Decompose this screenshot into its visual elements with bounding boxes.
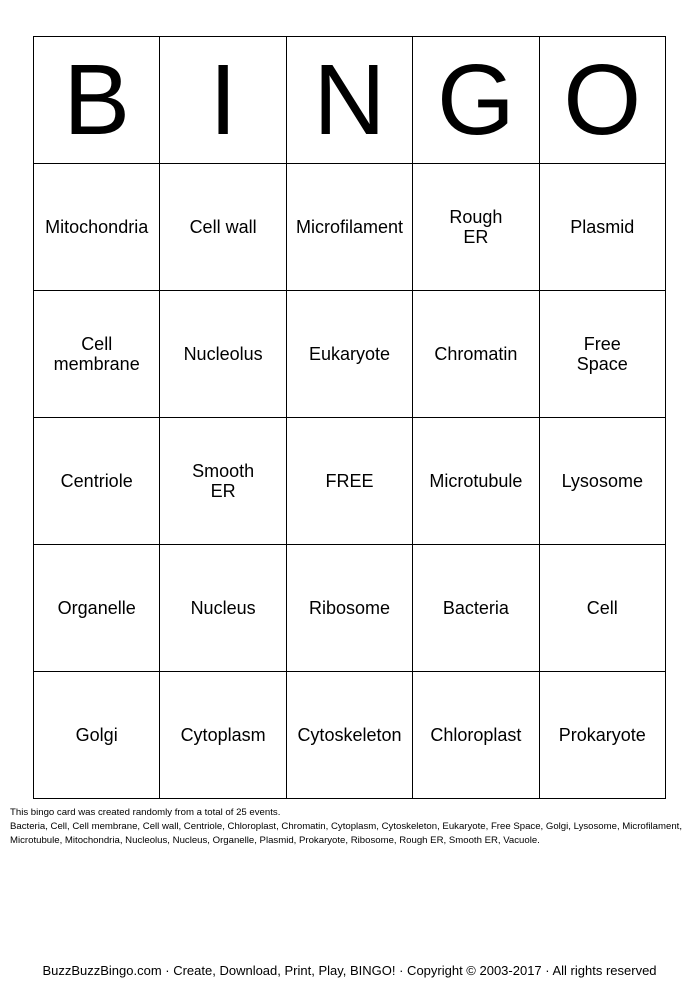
header-letter-o: O — [539, 37, 665, 164]
card-summary: This bingo card was created randomly from a total of 25 events. — [10, 807, 281, 818]
cell-label: Lysosome — [561, 470, 643, 491]
event-list: Bacteria, Cell, Cell membrane, Cell wall, Centriole, Chloroplast, Chromatin, Cytoplasm, Cytoskeleton, Eukaryote, Free Space, Golgi, Lysosome, Microfilament, Microtubule, Mitochondria, Nucleolus, Nucleus, Organelle, Plasmid, Prokaryote, Ribosome, Rough ER, Smooth ER, Vacuole. — [10, 821, 683, 846]
grid-row — [34, 164, 666, 291]
grid-cell — [34, 418, 160, 545]
cell-label: Eukaryote — [308, 343, 390, 364]
grid-row — [34, 418, 666, 545]
header-letter-g: G — [413, 37, 539, 164]
grid-cell — [160, 672, 286, 799]
cell-label: Centriole — [60, 470, 133, 491]
cell-label: Cytoplasm — [180, 724, 266, 745]
cell-label: Cytoskeleton — [297, 724, 402, 745]
grid-cell — [413, 164, 539, 291]
cell-label: Golgi — [75, 724, 118, 745]
cell-label: Ribosome — [308, 597, 390, 618]
cell-label: Cell membrane — [53, 333, 140, 374]
header-row — [34, 37, 666, 164]
grid-cell — [34, 545, 160, 672]
cell-label: Cell — [586, 597, 618, 618]
grid-cell — [286, 545, 412, 672]
grid-cell — [286, 164, 412, 291]
cell-label: Mitochondria — [45, 216, 149, 237]
header-letter-b: B — [34, 37, 160, 164]
grid-cell — [34, 672, 160, 799]
grid-cell — [34, 164, 160, 291]
cell-label: Chromatin — [434, 343, 518, 364]
grid-cell — [413, 418, 539, 545]
grid-cell — [539, 672, 665, 799]
cell-label: Smooth ER — [192, 460, 255, 501]
grid-cell — [413, 545, 539, 672]
cell-label: Nucleus — [190, 597, 256, 618]
cell-label: Chloroplast — [430, 724, 522, 745]
site-footer: BuzzBuzzBingo.com · Create, Download, Print, Play, BINGO! · Copyright © 2003-2017 · All rights reserved — [42, 963, 657, 978]
grid-cell — [413, 291, 539, 418]
bingo-card — [33, 36, 666, 799]
grid-cell — [34, 291, 160, 418]
cell-label: Plasmid — [570, 216, 635, 237]
grid-cell — [286, 672, 412, 799]
cell-label: Rough ER — [449, 206, 503, 247]
cell-label: FREE — [325, 470, 374, 491]
card-info — [10, 806, 695, 848]
grid-cell — [160, 291, 286, 418]
header-letter-i: I — [160, 37, 286, 164]
cell-label: Microfilament — [295, 216, 403, 237]
header-letter-n: N — [286, 37, 412, 164]
grid-cell-center — [286, 418, 412, 545]
grid-cell — [539, 545, 665, 672]
grid-cell — [413, 672, 539, 799]
cell-label: Bacteria — [442, 597, 509, 618]
grid-cell — [539, 291, 665, 418]
grid-row — [34, 672, 666, 799]
grid-cell — [160, 164, 286, 291]
grid-cell — [160, 418, 286, 545]
cell-label: Nucleolus — [183, 343, 263, 364]
cell-label: Microtubule — [429, 470, 523, 491]
cell-label: Organelle — [57, 597, 136, 618]
grid-cell — [539, 164, 665, 291]
grid-row — [34, 545, 666, 672]
grid-cell — [160, 545, 286, 672]
grid-cell — [286, 291, 412, 418]
cell-label: Cell wall — [189, 216, 257, 237]
cell-label: Prokaryote — [558, 724, 646, 745]
grid-row — [34, 291, 666, 418]
cell-label: Free Space — [576, 333, 628, 374]
grid-cell — [539, 418, 665, 545]
